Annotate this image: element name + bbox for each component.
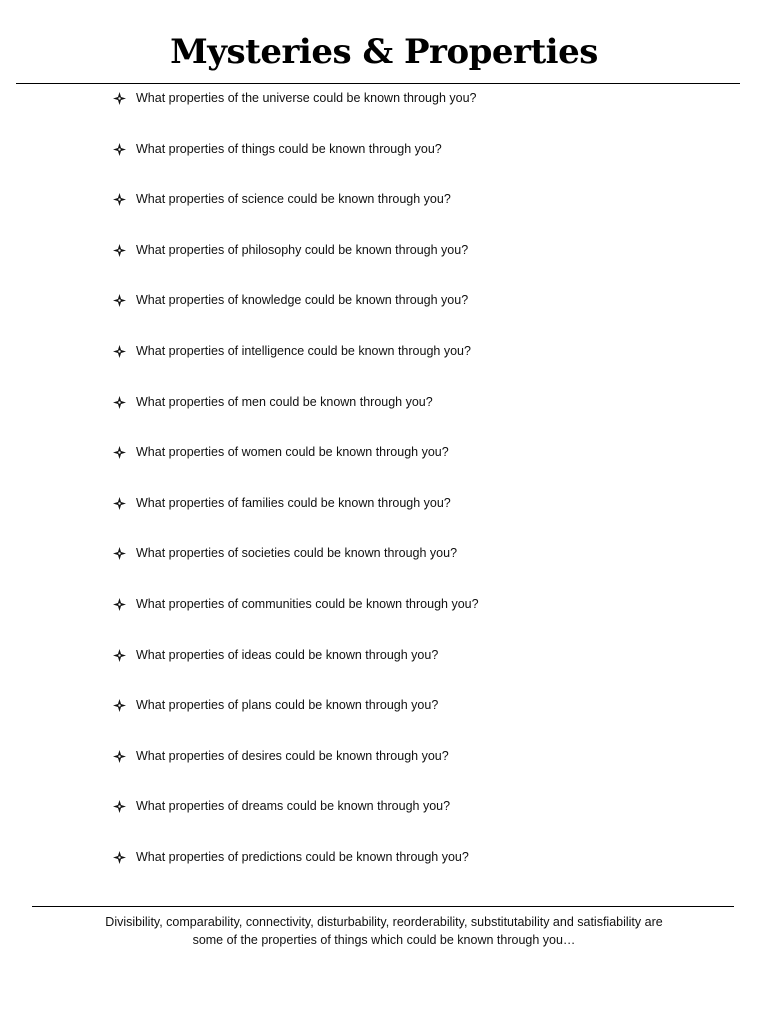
question-item <box>0 140 768 191</box>
question-item <box>0 848 768 899</box>
question-item <box>0 494 768 545</box>
question-item <box>0 342 768 393</box>
footer-line-1: Divisibility, comparability, connectivity, disturbability, reorderability, substitutability and satisfiability are <box>105 915 663 929</box>
question-text: What properties of the universe could be known through you? <box>136 91 477 105</box>
question-text: What properties of societies could be known through you? <box>136 546 458 561</box>
question-item <box>0 696 768 747</box>
diamond-bullet-icon <box>113 750 126 763</box>
question-item <box>0 797 768 848</box>
question-item <box>0 89 768 140</box>
footer-note <box>40 913 728 949</box>
question-text: What properties of women could be known through you? <box>136 445 449 460</box>
bottom-divider <box>32 906 734 907</box>
question-text: What properties of science could be known through you? <box>136 192 451 207</box>
question-text: What properties of predictions could be known through you? <box>136 849 469 864</box>
diamond-bullet-icon <box>113 547 126 560</box>
question-text: What properties of ideas could be known through you? <box>136 647 439 662</box>
question-text: What properties of men could be known through you? <box>136 394 433 409</box>
top-divider <box>16 83 740 84</box>
diamond-bullet-icon <box>113 851 126 864</box>
footer-line-2: some of the properties of things which could be known through you… <box>192 933 576 947</box>
question-text: What properties of communities could be known through you? <box>136 596 479 611</box>
diamond-bullet-icon <box>113 649 126 662</box>
diamond-bullet-icon <box>113 598 126 611</box>
diamond-bullet-icon <box>113 345 126 358</box>
question-text: What properties of intelligence could be known through you? <box>136 343 471 358</box>
question-item <box>0 241 768 292</box>
page-title: Mysteries & Properties <box>170 32 598 72</box>
question-text: What properties of plans could be known through you? <box>136 698 439 713</box>
question-item <box>0 544 768 595</box>
diamond-bullet-icon <box>113 446 126 459</box>
question-item <box>0 747 768 798</box>
question-item <box>0 291 768 342</box>
question-item <box>0 646 768 697</box>
diamond-bullet-icon <box>113 143 126 156</box>
question-text: What properties of families could be known through you? <box>136 495 451 510</box>
question-text: What properties of things could be known through you? <box>136 141 442 156</box>
question-text: What properties of knowledge could be known through you? <box>136 293 469 308</box>
diamond-bullet-icon <box>113 193 126 206</box>
diamond-bullet-icon <box>113 92 126 105</box>
question-item <box>0 443 768 494</box>
question-list <box>0 89 768 899</box>
diamond-bullet-icon <box>113 244 126 257</box>
question-text: What properties of philosophy could be known through you? <box>136 242 469 257</box>
question-text: What properties of desires could be known through you? <box>136 748 449 763</box>
question-item <box>0 595 768 646</box>
diamond-bullet-icon <box>113 294 126 307</box>
diamond-bullet-icon <box>113 396 126 409</box>
diamond-bullet-icon <box>113 699 126 712</box>
diamond-bullet-icon <box>113 497 126 510</box>
question-text: What properties of dreams could be known through you? <box>136 799 451 814</box>
diamond-bullet-icon <box>113 800 126 813</box>
question-item <box>0 393 768 444</box>
question-item <box>0 190 768 241</box>
